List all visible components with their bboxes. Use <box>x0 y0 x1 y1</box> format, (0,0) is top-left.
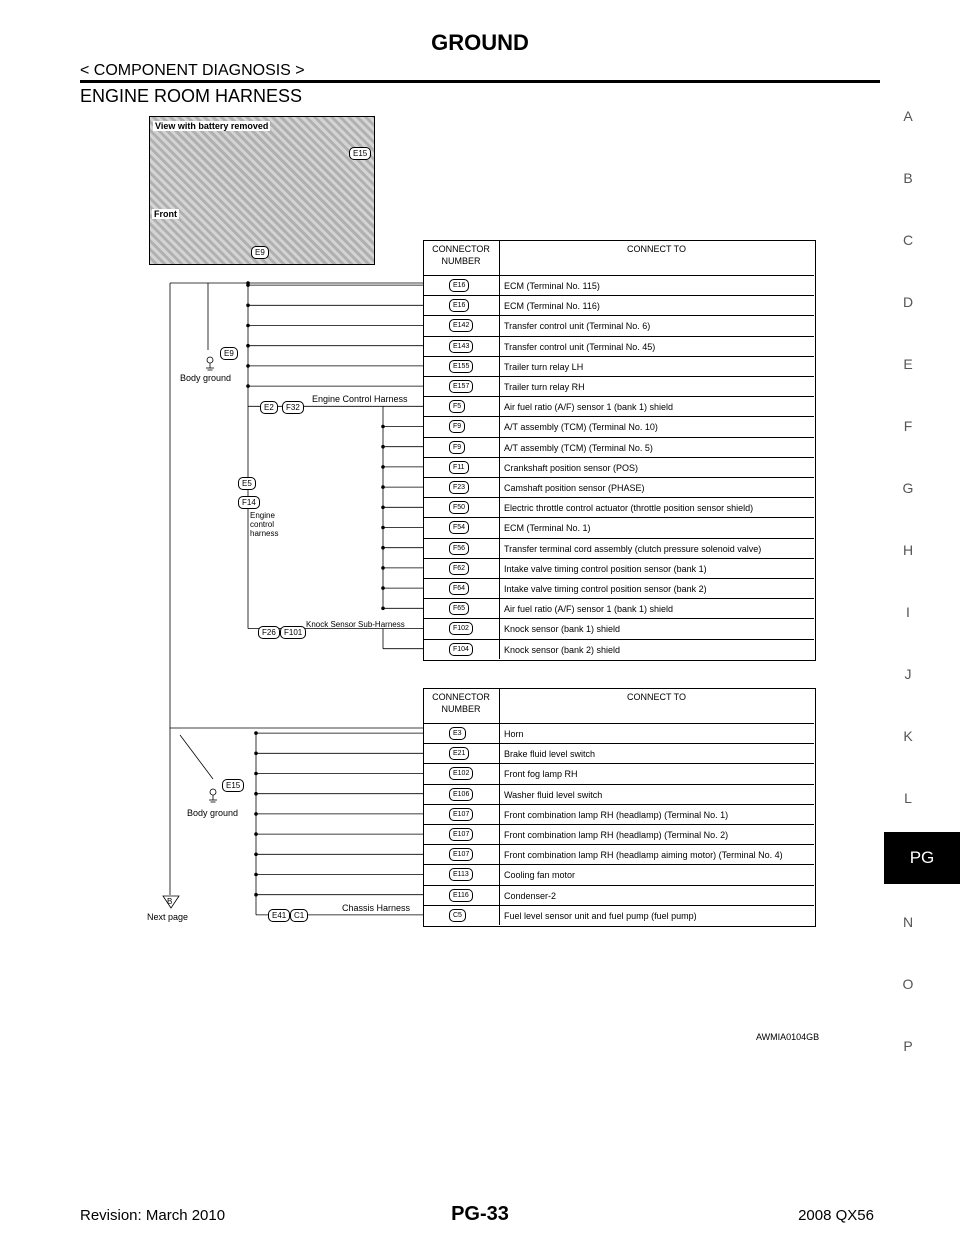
side-index-letter[interactable]: G <box>902 480 914 496</box>
table-cell-connect-to: Horn <box>504 729 524 739</box>
table-cell-connector: F62 <box>449 562 469 575</box>
table-cell-connector: F5 <box>449 400 465 413</box>
table-cell-connect-to: Air fuel ratio (A/F) sensor 1 (bank 1) shield <box>504 604 674 615</box>
table-cell-connector: F9 <box>449 441 465 454</box>
table-row-divider <box>423 416 814 417</box>
figure-code: AWMIA0104GB <box>756 1032 820 1042</box>
footer-model: 2008 QX56 <box>798 1207 874 1224</box>
table-cell-connect-to: Knock sensor (bank 2) shield <box>504 644 621 655</box>
table-column-divider <box>499 240 500 659</box>
chassis-connector-e41: E41 <box>268 909 290 922</box>
table-cell-connect-to: Front combination lamp RH (headlamp) (Terminal No. 1) <box>504 809 729 820</box>
engine-harness-connector-f32: F32 <box>282 401 304 414</box>
wire <box>180 735 213 779</box>
side-index-letter[interactable]: J <box>904 666 912 682</box>
table-cell-connector: E155 <box>449 360 473 373</box>
table-cell-connector: F23 <box>449 481 469 494</box>
table-cell-connector: F56 <box>449 542 469 555</box>
engine-mid-connector-e5: E5 <box>238 477 256 490</box>
photo-callout-e9: E9 <box>251 246 269 259</box>
side-index-letter[interactable]: H <box>902 542 914 558</box>
table-cell-connector: C5 <box>449 909 466 922</box>
table-cell-connect-to: Transfer terminal cord assembly (clutch pressure solenoid valve) <box>504 543 762 554</box>
table-cell-connect-to: ECM (Terminal No. 1) <box>504 523 591 534</box>
next-page-marker: B <box>167 897 173 906</box>
table-cell-connect-to: Trailer turn relay LH <box>504 361 584 372</box>
table-cell-connect-to: Transfer control unit (Terminal No. 45) <box>504 341 656 352</box>
table-row-divider <box>423 743 814 744</box>
table-row-divider <box>423 578 814 579</box>
table-row-divider <box>423 437 814 438</box>
table-cell-connect-to: A/T assembly (TCM) (Terminal No. 10) <box>504 422 658 433</box>
table-cell-connect-to: Cooling fan motor <box>504 870 576 881</box>
engine-mid-label-1: Engine <box>250 511 275 520</box>
table-cell-connector: E21 <box>449 747 469 760</box>
table-cell-connect-to: Knock sensor (bank 1) shield <box>504 624 621 635</box>
table-row-divider <box>423 824 814 825</box>
photo-front-label: Front <box>154 209 177 219</box>
side-index-letter[interactable]: P <box>903 1038 913 1054</box>
table-cell-connect-to: Front fog lamp RH <box>504 769 578 780</box>
section-path: < COMPONENT DIAGNOSIS > <box>80 62 305 79</box>
side-index-letter[interactable]: K <box>903 728 913 744</box>
table-header-connect-to: CONNECT TO <box>626 244 686 254</box>
table-row-divider <box>423 497 814 498</box>
ground-icon <box>207 357 213 363</box>
table-cell-connect-to: Front combination lamp RH (headlamp aiming motor) (Terminal No. 4) <box>504 850 783 861</box>
table-cell-connector: F104 <box>449 643 473 656</box>
table-cell-connector: E3 <box>449 727 466 740</box>
table-cell-connect-to: Washer fluid level switch <box>504 789 603 800</box>
table-row-divider <box>423 885 814 886</box>
table-row-divider <box>423 376 814 377</box>
knock-sensor-label: Knock Sensor Sub-Harness <box>306 620 405 629</box>
table-cell-connect-to: Intake valve timing control position sensor (bank 2) <box>504 584 707 594</box>
footer-revision: Revision: March 2010 <box>80 1207 226 1224</box>
table-row-divider <box>423 618 814 619</box>
photo-callout-e15: E15 <box>349 147 371 160</box>
table-row-divider <box>423 864 814 865</box>
table-cell-connector: E16 <box>449 299 469 312</box>
table-cell-connect-to: Fuel level sensor unit and fuel pump (fuel pump) <box>504 910 697 921</box>
side-index-letter[interactable]: E <box>903 356 913 372</box>
ground2-label: Body ground <box>187 808 239 818</box>
table-cell-connector: E116 <box>449 889 473 902</box>
table-header-connector: CONNECTOR NUMBER <box>432 692 490 714</box>
table-row-divider <box>423 558 814 559</box>
side-index-letter[interactable]: C <box>902 232 914 248</box>
knock-connector-f26: F26 <box>258 626 280 639</box>
footer-page-number: PG-33 <box>451 1203 509 1225</box>
engine-mid-label-2: control <box>250 520 275 529</box>
table-cell-connect-to: Transfer control unit (Terminal No. 6) <box>504 321 651 332</box>
table-cell-connector: E157 <box>449 380 473 393</box>
table-cell-connect-to: Condenser-2 <box>504 890 557 901</box>
table-row-divider <box>423 517 814 518</box>
table-row-divider <box>423 336 814 337</box>
side-index-letter[interactable]: I <box>906 604 910 620</box>
table-cell-connector: F50 <box>449 501 469 514</box>
table-row-divider <box>423 396 814 397</box>
table-cell-connect-to: ECM (Terminal No. 116) <box>504 301 600 312</box>
table-cell-connect-to: Front combination lamp RH (headlamp) (Terminal No. 2) <box>504 830 729 840</box>
table-row-divider <box>423 538 814 539</box>
ground-icon <box>210 789 216 795</box>
table-cell-connect-to: A/T assembly (TCM) (Terminal No. 5) <box>504 442 653 453</box>
table-cell-connector: E113 <box>449 868 473 881</box>
table-row-divider <box>423 723 814 724</box>
engine-harness-label: Engine Control Harness <box>312 394 408 404</box>
photo-caption: View with battery removed <box>155 121 269 131</box>
table-row-divider <box>423 598 814 599</box>
table-cell-connect-to: Camshaft position sensor (PHASE) <box>504 483 645 493</box>
next-page-label: Next page <box>147 912 189 922</box>
table-cell-connect-to: ECM (Terminal No. 115) <box>504 281 600 291</box>
table-row-divider <box>423 844 814 845</box>
table-cell-connector: F11 <box>449 461 469 474</box>
table-cell-connect-to: Trailer turn relay RH <box>504 382 585 392</box>
table-row-divider <box>423 295 814 296</box>
table-cell-connector: E142 <box>449 319 473 332</box>
side-index-letter[interactable]: F <box>903 418 913 434</box>
side-index-letter[interactable]: B <box>903 170 913 186</box>
table-cell-connector: F65 <box>449 602 469 615</box>
table-cell-connector: F54 <box>449 521 469 534</box>
table-row-divider <box>423 804 814 805</box>
side-index-letter[interactable]: O <box>902 976 914 992</box>
table-row-divider <box>423 315 814 316</box>
table-cell-connector: F102 <box>449 622 473 635</box>
ground1-connector: E9 <box>220 347 238 360</box>
table-cell-connector: E107 <box>449 848 473 861</box>
table-cell-connector: E107 <box>449 808 473 821</box>
table-header-connect-to: CONNECT TO <box>626 692 686 702</box>
page-title: GROUND <box>431 30 529 55</box>
splice-dot <box>246 281 250 285</box>
table-row-divider <box>423 275 814 276</box>
table-cell-connector: E143 <box>449 340 473 353</box>
table-cell-connector: E107 <box>449 828 473 841</box>
table-row-divider <box>423 763 814 764</box>
engine-mid-connector-f14: F14 <box>238 496 260 509</box>
side-index-letter[interactable]: A <box>903 108 913 124</box>
table-row-divider <box>423 477 814 478</box>
table-cell-connector: E106 <box>449 788 473 801</box>
engine-mid-label-3: harness <box>250 529 279 538</box>
table-cell-connect-to: Crankshaft position sensor (POS) <box>504 462 639 473</box>
chassis-harness-label: Chassis Harness <box>342 903 411 913</box>
table-row-divider <box>423 784 814 785</box>
table-cell-connector: E102 <box>449 767 473 780</box>
table-cell-connector: F64 <box>449 582 469 595</box>
table-cell-connect-to: Electric throttle control actuator (throttle position sensor shield) <box>504 503 754 514</box>
side-index-active-tab[interactable]: PG <box>884 832 960 884</box>
table-row-divider <box>423 457 814 458</box>
ground1-label: Body ground <box>180 373 232 383</box>
table-cell-connector: F9 <box>449 420 465 433</box>
table-cell-connect-to: Air fuel ratio (A/F) sensor 1 (bank 1) shield <box>504 402 674 413</box>
knock-connector-f101: F101 <box>280 626 306 639</box>
side-index-letter[interactable]: L <box>904 790 912 806</box>
table-row-divider <box>423 639 814 640</box>
table-row-divider <box>423 356 814 357</box>
table-row-divider <box>423 905 814 906</box>
chassis-connector-c1: C1 <box>290 909 308 922</box>
side-index-letter[interactable]: N <box>902 914 914 930</box>
side-index-letter[interactable]: D <box>902 294 914 310</box>
engine-harness-connector-e2: E2 <box>260 401 278 414</box>
table-cell-connect-to: Intake valve timing control position sensor (bank 1) <box>504 563 707 574</box>
ground2-connector: E15 <box>222 779 244 792</box>
table-cell-connect-to: Brake fluid level switch <box>504 749 596 760</box>
table-cell-connector: E16 <box>449 279 469 292</box>
section-heading: ENGINE ROOM HARNESS <box>80 86 303 106</box>
table-header-connector: CONNECTOR NUMBER <box>432 244 490 266</box>
